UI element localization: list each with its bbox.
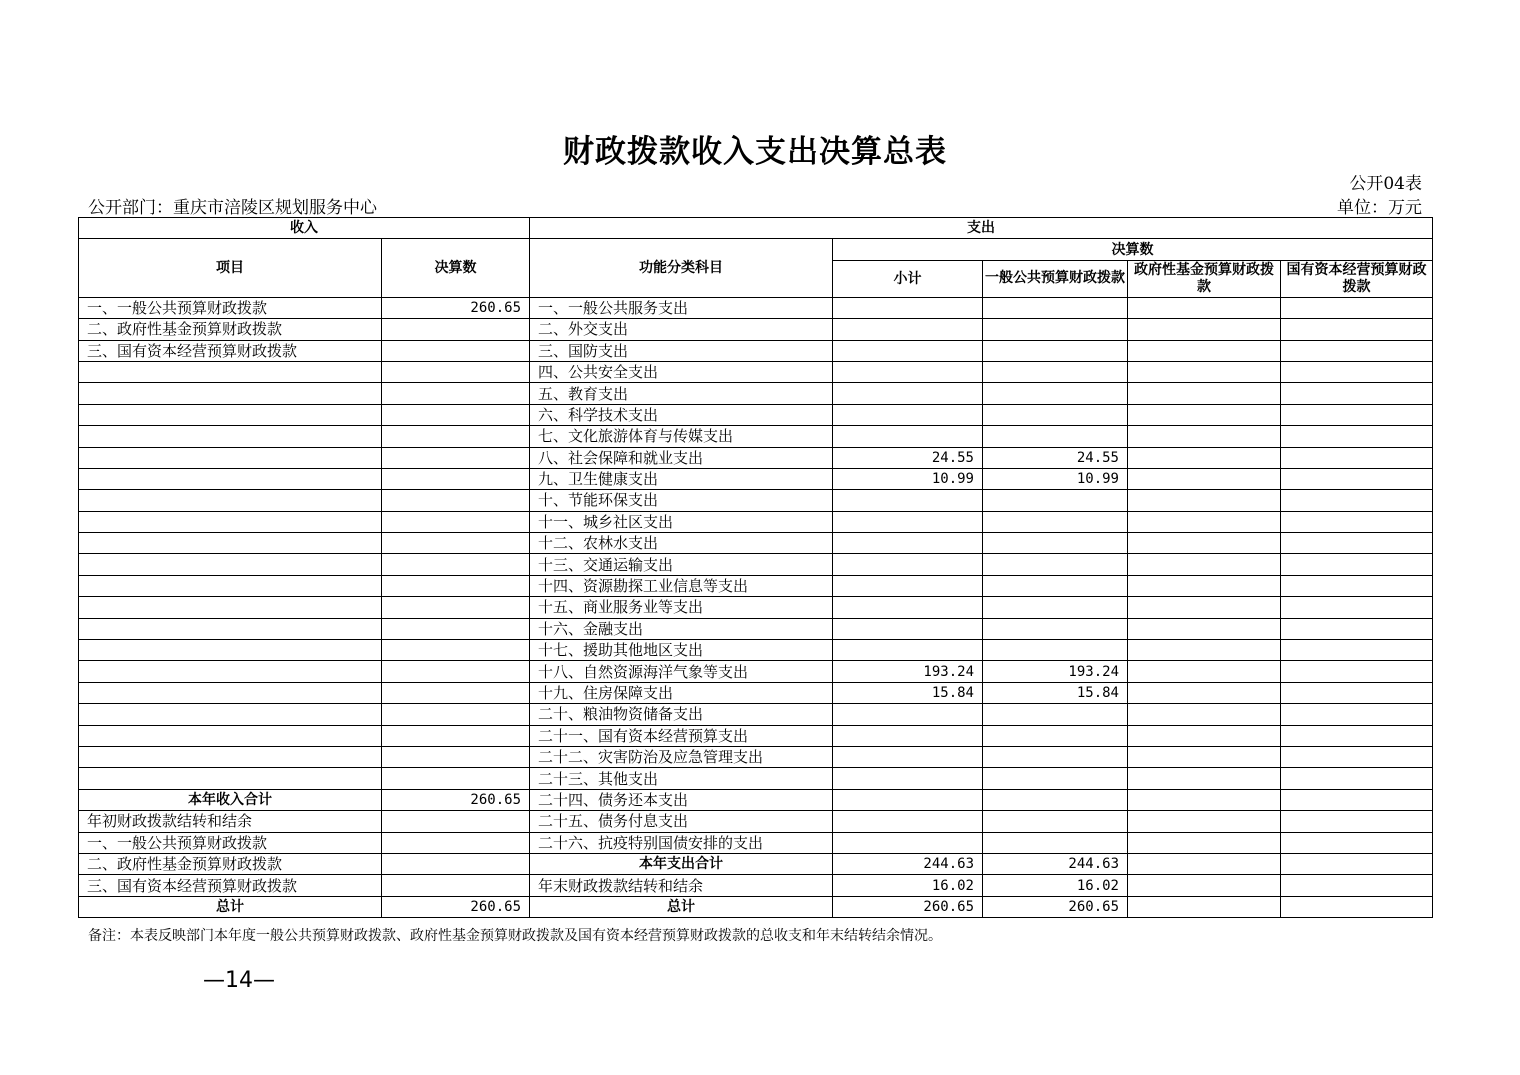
general-budget-cell — [983, 597, 1128, 618]
gov-fund-cell — [1128, 404, 1281, 425]
subtotal-cell — [833, 746, 983, 767]
gov-fund-cell — [1128, 554, 1281, 575]
general-budget-cell — [983, 704, 1128, 725]
income-amount-cell — [382, 319, 530, 340]
general-budget-cell — [983, 618, 1128, 639]
table-row — [79, 597, 1433, 618]
subtotal-cell — [833, 618, 983, 639]
gov-fund-cell — [1128, 340, 1281, 361]
state-capital-cell — [1281, 640, 1433, 661]
state-capital-cell — [1281, 575, 1433, 596]
expense-item-cell: 十二、农林水支出 — [530, 533, 833, 554]
income-item-cell: 三、国有资本经营预算财政拨款 — [79, 340, 382, 361]
income-item-cell — [79, 661, 382, 682]
gov-fund-cell — [1128, 533, 1281, 554]
income-amount-cell — [382, 768, 530, 789]
expense-header: 支出 — [530, 218, 1433, 239]
subtotal-cell — [833, 725, 983, 746]
subtotal-cell: 10.99 — [833, 468, 983, 489]
gov-fund-cell — [1128, 704, 1281, 725]
state-capital-cell — [1281, 832, 1433, 853]
table-row — [79, 319, 1433, 340]
gov-fund-cell — [1128, 319, 1281, 340]
table-row — [79, 511, 1433, 532]
general-budget-cell — [983, 340, 1128, 361]
table-row — [79, 811, 1433, 832]
general-budget-header: 一般公共预算财政拨款 — [983, 260, 1128, 297]
income-item-cell: 二、政府性基金预算财政拨款 — [79, 853, 382, 874]
gov-fund-cell — [1128, 447, 1281, 468]
state-capital-cell — [1281, 618, 1433, 639]
expense-item-cell: 总计 — [530, 896, 833, 917]
income-item-cell — [79, 768, 382, 789]
income-amount-cell — [382, 533, 530, 554]
income-item-cell — [79, 746, 382, 767]
gov-fund-cell — [1128, 896, 1281, 917]
subtotal-header: 小计 — [833, 260, 983, 297]
subtotal-cell: 260.65 — [833, 896, 983, 917]
income-item-cell — [79, 447, 382, 468]
expense-item-cell: 二十五、债务付息支出 — [530, 811, 833, 832]
state-capital-cell — [1281, 853, 1433, 874]
subtotal-cell — [833, 297, 983, 318]
subtotal-cell — [833, 404, 983, 425]
subtotal-cell — [833, 768, 983, 789]
gov-fund-cell — [1128, 811, 1281, 832]
income-amount-cell — [382, 511, 530, 532]
subtotal-cell: 244.63 — [833, 853, 983, 874]
gov-fund-cell — [1128, 383, 1281, 404]
income-amount-cell — [382, 447, 530, 468]
subtotal-cell — [833, 811, 983, 832]
income-item-cell — [79, 704, 382, 725]
subtotal-cell — [833, 361, 983, 382]
expense-item-cell: 十、节能环保支出 — [530, 490, 833, 511]
income-amount-cell — [382, 832, 530, 853]
state-capital-cell — [1281, 789, 1433, 810]
gov-fund-cell — [1128, 297, 1281, 318]
expense-item-cell: 二十、粮油物资储备支出 — [530, 704, 833, 725]
income-item-cell — [79, 533, 382, 554]
expense-item-cell: 五、教育支出 — [530, 383, 833, 404]
expense-item-cell: 十六、金融支出 — [530, 618, 833, 639]
general-budget-cell: 244.63 — [983, 853, 1128, 874]
subtotal-cell: 24.55 — [833, 447, 983, 468]
table-row — [79, 554, 1433, 575]
income-item-cell — [79, 725, 382, 746]
income-amount-cell — [382, 746, 530, 767]
state-capital-header: 国有资本经营预算财政拨款 — [1281, 260, 1433, 297]
general-budget-cell — [983, 832, 1128, 853]
page-number: —14— — [203, 968, 275, 993]
gov-fund-cell — [1128, 832, 1281, 853]
gov-fund-cell — [1128, 618, 1281, 639]
income-amount-cell — [382, 404, 530, 425]
func-class-header: 功能分类科目 — [530, 239, 833, 297]
gov-fund-cell — [1128, 426, 1281, 447]
budget-table — [78, 217, 1433, 918]
expense-item-cell: 二十六、抗疫特别国债安排的支出 — [530, 832, 833, 853]
income-item-cell — [79, 618, 382, 639]
general-budget-cell — [983, 383, 1128, 404]
table-row — [79, 297, 1433, 318]
income-item-cell — [79, 404, 382, 425]
table-row — [79, 853, 1433, 874]
expense-item-cell: 七、文化旅游体育与传媒支出 — [530, 426, 833, 447]
income-amount-cell — [382, 426, 530, 447]
state-capital-cell — [1281, 875, 1433, 896]
expense-item-cell: 九、卫生健康支出 — [530, 468, 833, 489]
income-amount-cell — [382, 725, 530, 746]
income-item-cell — [79, 575, 382, 596]
state-capital-cell — [1281, 340, 1433, 361]
income-item-cell: 总计 — [79, 896, 382, 917]
gov-fund-cell — [1128, 768, 1281, 789]
general-budget-cell — [983, 319, 1128, 340]
footnote: 备注：本表反映部门本年度一般公共预算财政拨款、政府性基金预算财政拨款及国有资本经营预算财政拨款的总收支和年末结转结余情况。 — [88, 928, 942, 944]
expense-item-cell: 一、一般公共服务支出 — [530, 297, 833, 318]
subtotal-cell — [833, 832, 983, 853]
general-budget-cell — [983, 789, 1128, 810]
table-row — [79, 875, 1433, 896]
item-header: 项目 — [79, 239, 382, 297]
state-capital-cell — [1281, 597, 1433, 618]
gov-fund-cell — [1128, 597, 1281, 618]
table-row — [79, 725, 1433, 746]
subtotal-cell — [833, 340, 983, 361]
table-row — [79, 361, 1433, 382]
income-amount-cell — [382, 490, 530, 511]
general-budget-cell — [983, 533, 1128, 554]
general-budget-cell — [983, 746, 1128, 767]
income-amount-cell — [382, 640, 530, 661]
subtotal-cell — [833, 511, 983, 532]
general-budget-cell — [983, 426, 1128, 447]
expense-item-cell: 二、外交支出 — [530, 319, 833, 340]
gov-fund-header: 政府性基金预算财政拨款 — [1128, 260, 1281, 297]
state-capital-cell — [1281, 896, 1433, 917]
general-budget-cell — [983, 297, 1128, 318]
subtotal-cell — [833, 426, 983, 447]
expense-item-cell: 六、科学技术支出 — [530, 404, 833, 425]
expense-item-cell: 十五、商业服务业等支出 — [530, 597, 833, 618]
expense-item-cell: 二十二、灾害防治及应急管理支出 — [530, 746, 833, 767]
general-budget-cell — [983, 511, 1128, 532]
income-item-cell — [79, 490, 382, 511]
income-item-cell: 三、国有资本经营预算财政拨款 — [79, 875, 382, 896]
general-budget-cell — [983, 404, 1128, 425]
general-budget-cell: 10.99 — [983, 468, 1128, 489]
table-row — [79, 704, 1433, 725]
gov-fund-cell — [1128, 640, 1281, 661]
gov-fund-cell — [1128, 575, 1281, 596]
general-budget-cell — [983, 725, 1128, 746]
unit-label: 单位：万元 — [1337, 198, 1422, 218]
gov-fund-cell — [1128, 468, 1281, 489]
income-amount-cell — [382, 468, 530, 489]
income-item-cell: 本年收入合计 — [79, 789, 382, 810]
income-amount-cell — [382, 682, 530, 703]
subtotal-cell — [833, 704, 983, 725]
income-item-cell: 一、一般公共预算财政拨款 — [79, 297, 382, 318]
page-title: 财政拨款收入支出决算总表 — [563, 134, 947, 170]
table-row — [79, 789, 1433, 810]
state-capital-cell — [1281, 554, 1433, 575]
table-row — [79, 447, 1433, 468]
general-budget-cell: 16.02 — [983, 875, 1128, 896]
income-item-cell — [79, 426, 382, 447]
income-item-cell — [79, 468, 382, 489]
income-item-cell: 一、一般公共预算财政拨款 — [79, 832, 382, 853]
state-capital-cell — [1281, 682, 1433, 703]
income-item-cell: 年初财政拨款结转和结余 — [79, 811, 382, 832]
gov-fund-cell — [1128, 875, 1281, 896]
state-capital-cell — [1281, 404, 1433, 425]
income-amount-cell — [382, 361, 530, 382]
amount-header: 决算数 — [382, 239, 530, 297]
expense-item-cell: 本年支出合计 — [530, 853, 833, 874]
gov-fund-cell — [1128, 361, 1281, 382]
income-amount-cell — [382, 853, 530, 874]
general-budget-cell: 193.24 — [983, 661, 1128, 682]
expense-item-cell: 三、国防支出 — [530, 340, 833, 361]
general-budget-cell — [983, 575, 1128, 596]
income-item-cell — [79, 640, 382, 661]
subtotal-cell — [833, 789, 983, 810]
subtotal-cell — [833, 575, 983, 596]
expense-item-cell: 二十四、债务还本支出 — [530, 789, 833, 810]
gov-fund-cell — [1128, 746, 1281, 767]
state-capital-cell — [1281, 383, 1433, 404]
state-capital-cell — [1281, 297, 1433, 318]
general-budget-cell — [983, 361, 1128, 382]
table-row — [79, 404, 1433, 425]
gov-fund-cell — [1128, 725, 1281, 746]
state-capital-cell — [1281, 533, 1433, 554]
income-amount-cell — [382, 618, 530, 639]
income-amount-cell — [382, 661, 530, 682]
state-capital-cell — [1281, 447, 1433, 468]
table-row — [79, 340, 1433, 361]
state-capital-cell — [1281, 725, 1433, 746]
table-row — [79, 832, 1433, 853]
income-item-cell — [79, 597, 382, 618]
state-capital-cell — [1281, 468, 1433, 489]
subtotal-cell — [833, 383, 983, 404]
general-budget-cell: 15.84 — [983, 682, 1128, 703]
table-row — [79, 682, 1433, 703]
state-capital-cell — [1281, 746, 1433, 767]
state-capital-cell — [1281, 319, 1433, 340]
table-row — [79, 768, 1433, 789]
expense-item-cell: 年末财政拨款结转和结余 — [530, 875, 833, 896]
expense-item-cell: 十四、资源勘探工业信息等支出 — [530, 575, 833, 596]
expense-item-cell: 八、社会保障和就业支出 — [530, 447, 833, 468]
state-capital-cell — [1281, 511, 1433, 532]
income-amount-cell: 260.65 — [382, 789, 530, 810]
form-number: 公开04表 — [1349, 174, 1422, 194]
table-row — [79, 618, 1433, 639]
table-row — [79, 661, 1433, 682]
department-label: 公开部门：重庆市涪陵区规划服务中心 — [88, 198, 377, 218]
general-budget-cell — [983, 554, 1128, 575]
gov-fund-cell — [1128, 661, 1281, 682]
state-capital-cell — [1281, 361, 1433, 382]
income-amount-cell — [382, 811, 530, 832]
income-amount-cell — [382, 597, 530, 618]
income-amount-cell: 260.65 — [382, 896, 530, 917]
table-row — [79, 746, 1433, 767]
state-capital-cell — [1281, 490, 1433, 511]
table-row — [79, 468, 1433, 489]
income-item-cell — [79, 511, 382, 532]
table-row — [79, 426, 1433, 447]
general-budget-cell: 24.55 — [983, 447, 1128, 468]
general-budget-cell — [983, 640, 1128, 661]
income-amount-cell — [382, 704, 530, 725]
expense-item-cell: 二十一、国有资本经营预算支出 — [530, 725, 833, 746]
table-row — [79, 575, 1433, 596]
subtotal-cell — [833, 533, 983, 554]
general-budget-cell — [983, 811, 1128, 832]
state-capital-cell — [1281, 661, 1433, 682]
subtotal-cell — [833, 319, 983, 340]
subtotal-cell: 193.24 — [833, 661, 983, 682]
subtotal-cell — [833, 640, 983, 661]
general-budget-cell — [983, 490, 1128, 511]
state-capital-cell — [1281, 768, 1433, 789]
subtotal-cell: 16.02 — [833, 875, 983, 896]
final-amount-header: 决算数 — [833, 239, 1433, 260]
table-row — [79, 383, 1433, 404]
general-budget-cell: 260.65 — [983, 896, 1128, 917]
state-capital-cell — [1281, 426, 1433, 447]
income-item-cell — [79, 383, 382, 404]
subtotal-cell: 15.84 — [833, 682, 983, 703]
gov-fund-cell — [1128, 789, 1281, 810]
subtotal-cell — [833, 554, 983, 575]
expense-item-cell: 十七、援助其他地区支出 — [530, 640, 833, 661]
subtotal-cell — [833, 597, 983, 618]
income-amount-cell — [382, 554, 530, 575]
subtotal-cell — [833, 490, 983, 511]
expense-item-cell: 十一、城乡社区支出 — [530, 511, 833, 532]
gov-fund-cell — [1128, 853, 1281, 874]
general-budget-cell — [983, 768, 1128, 789]
expense-item-cell: 十八、自然资源海洋气象等支出 — [530, 661, 833, 682]
gov-fund-cell — [1128, 490, 1281, 511]
state-capital-cell — [1281, 811, 1433, 832]
expense-item-cell: 十九、住房保障支出 — [530, 682, 833, 703]
income-item-cell: 二、政府性基金预算财政拨款 — [79, 319, 382, 340]
income-amount-cell — [382, 575, 530, 596]
expense-item-cell: 二十三、其他支出 — [530, 768, 833, 789]
income-item-cell — [79, 361, 382, 382]
income-item-cell — [79, 554, 382, 575]
table-row — [79, 640, 1433, 661]
income-amount-cell — [382, 875, 530, 896]
income-amount-cell — [382, 383, 530, 404]
income-item-cell — [79, 682, 382, 703]
table-row — [79, 896, 1433, 917]
income-amount-cell: 260.65 — [382, 297, 530, 318]
expense-item-cell: 四、公共安全支出 — [530, 361, 833, 382]
income-header: 收入 — [79, 218, 530, 239]
gov-fund-cell — [1128, 511, 1281, 532]
table-row — [79, 533, 1433, 554]
income-amount-cell — [382, 340, 530, 361]
table-row — [79, 490, 1433, 511]
state-capital-cell — [1281, 704, 1433, 725]
expense-item-cell: 十三、交通运输支出 — [530, 554, 833, 575]
gov-fund-cell — [1128, 682, 1281, 703]
